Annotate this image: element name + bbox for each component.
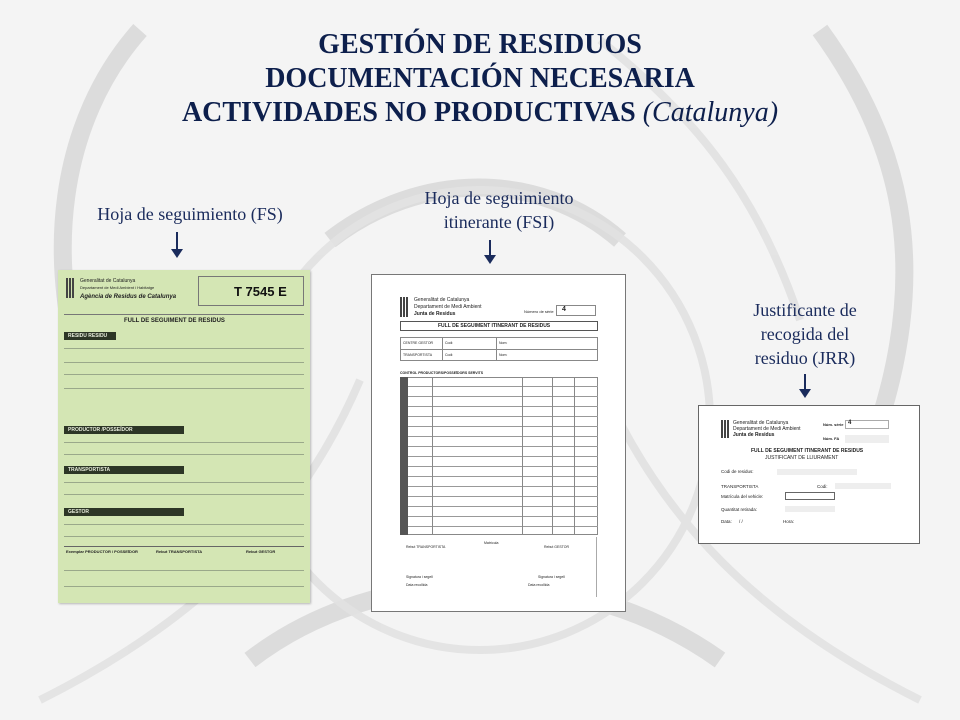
fsi-row2-label: TRANSPORTISTA <box>403 353 433 357</box>
catalonia-logo-icon <box>66 278 75 298</box>
fsi-rule <box>596 537 597 597</box>
title-line-3 <box>0 96 960 130</box>
fsi-data-1: Data recollida <box>406 583 428 587</box>
fs-line <box>64 362 304 363</box>
jrr-org-2: Departament de Medi Ambient <box>733 426 801 432</box>
fsi-number-label: Número de sèrie <box>524 309 554 314</box>
fsi-rule <box>432 377 433 535</box>
fs-line <box>64 374 304 375</box>
fsi-data-2: Data recollida <box>528 583 550 587</box>
jrr-document-image <box>698 405 920 544</box>
title-line-1: GESTIÓN DE RESIDUOS <box>318 29 642 60</box>
fs-section-gestor-label: GESTOR <box>68 509 90 515</box>
fsi-row2-nom: Nom: <box>499 353 508 357</box>
page-title <box>0 28 960 130</box>
jrr-codi-box <box>835 483 891 489</box>
fs-line <box>64 482 304 483</box>
fs-section-residu <box>64 332 116 340</box>
fs-line <box>64 536 304 537</box>
fs-line <box>64 586 304 587</box>
fs-line <box>64 442 304 443</box>
catalonia-logo-icon <box>721 420 730 438</box>
fs-line <box>64 570 304 571</box>
fs-org-1: Generalitat de Catalunya <box>80 278 136 284</box>
fsi-row1-codi: Codi: <box>445 341 454 345</box>
label-fsi-line-2: itinerante (FSI) <box>443 212 555 232</box>
fsi-org-2: Departament de Medi Ambient <box>414 304 482 310</box>
jrr-form-title: FULL DE SEGUIMENT ITINERANT DE RESIDUS <box>751 448 864 454</box>
fsi-row2-codi: Codi: <box>445 353 454 357</box>
fsi-form-title: FULL DE SEGUIMENT ITINERANT DE RESIDUS <box>438 323 551 329</box>
fs-section-gestor <box>64 508 184 516</box>
jrr-quantitat: Quantitat retirada: <box>721 507 758 512</box>
fsi-rule <box>574 377 575 535</box>
fs-section-transportista <box>64 466 184 474</box>
fs-line <box>64 524 304 525</box>
fs-section-productor <box>64 426 184 434</box>
jrr-form-subtitle: JUSTIFICANT DE LLIURAMENT <box>765 455 839 461</box>
jrr-codi-residu-box <box>777 469 857 475</box>
fsi-org-1: Generalitat de Catalunya <box>414 297 470 303</box>
jrr-codi-residu: Codi de residus: <box>721 469 754 474</box>
arrow-jrr <box>804 374 806 390</box>
jrr-fa-label: Núm. FA <box>823 436 840 441</box>
fsi-rebut-gestor: Rebut GESTOR <box>544 545 570 549</box>
jrr-transportista: TRANSPORTISTA <box>721 484 759 489</box>
fs-line <box>64 494 304 495</box>
jrr-hora: Hora: <box>783 519 795 524</box>
fsi-rule <box>552 377 553 535</box>
fsi-signatura-2: Signatura i segell <box>538 575 565 579</box>
fs-rule <box>64 314 304 315</box>
fsi-grid-index-column <box>400 377 408 535</box>
fsi-rule <box>400 349 598 350</box>
fsi-row1-label: CENTRE GESTOR <box>403 341 434 345</box>
title-line-2: DOCUMENTACIÓN NECESARIA <box>265 63 695 94</box>
fsi-row1-nom: Nom: <box>499 341 508 345</box>
fsi-signatura-1: Signatura i segell <box>406 575 433 579</box>
fsi-org-3: Junta de Residus <box>414 311 456 317</box>
fs-org-2: Departament de Medi Ambient i Habitatge <box>80 285 155 290</box>
jrr-data: Data: <box>721 519 732 524</box>
fsi-document-image <box>371 274 626 612</box>
label-jrr-line-1: Justificante de <box>753 300 857 320</box>
label-jrr-line-2: recogida del <box>760 324 850 344</box>
jrr-date-separators: / / <box>739 519 743 524</box>
jrr-serie-label: Núm. sèrie <box>823 422 844 427</box>
label-jrr <box>730 298 880 370</box>
fs-footer-1: Exemplar PRODUCTOR / POSSEÏDOR <box>66 549 138 554</box>
fsi-matricula: Matrícula <box>484 541 499 545</box>
jrr-serie-value: 4 <box>848 420 852 426</box>
fs-footer-3: Rebut GESTOR <box>246 549 276 554</box>
title-line-3-main: ACTIVIDADES NO PRODUCTIVAS <box>181 97 643 128</box>
fs-line <box>64 454 304 455</box>
jrr-org-1: Generalitat de Catalunya <box>733 420 789 426</box>
fsi-rule <box>496 337 497 361</box>
fs-document-image <box>58 270 310 603</box>
fsi-rebut-transportista: Rebut TRANSPORTISTA <box>406 545 446 549</box>
label-fsi-line-1: Hoja de seguimiento <box>424 188 574 208</box>
label-jrr-line-3: residuo (JRR) <box>754 348 856 368</box>
fs-line <box>64 388 304 389</box>
arrow-fsi <box>489 240 491 256</box>
fsi-grid-rows <box>400 377 598 535</box>
fsi-rule <box>442 337 443 361</box>
label-fs: Hoja de seguimiento (FS) <box>97 204 283 224</box>
fs-section-transportista-label: TRANSPORTISTA <box>68 467 111 473</box>
arrow-fs <box>176 232 178 250</box>
fsi-rule <box>522 377 523 535</box>
catalonia-logo-icon <box>400 297 409 317</box>
fs-agency: Agència de Residus de Catalunya <box>80 294 177 300</box>
fs-line <box>64 348 304 349</box>
fs-form-title: FULL DE SEGUIMENT DE RESIDUS <box>124 318 225 324</box>
jrr-org-3: Junta de Residus <box>733 432 775 438</box>
jrr-fa-box <box>845 435 889 443</box>
fsi-control-title: CONTROL PRODUCTORS/POSSEÏDORS SERVITS <box>400 371 484 375</box>
jrr-matricula: Matrícula del vehicle: <box>721 494 764 499</box>
jrr-matricula-box <box>785 492 835 500</box>
fs-section-productor-label: PRODUCTOR /POSSEÏDOR <box>68 427 133 433</box>
title-region: (Catalunya) <box>642 97 779 128</box>
fsi-number: 4 <box>562 306 566 313</box>
fs-number: T 7545 E <box>234 284 287 299</box>
jrr-codi: Codi: <box>817 484 828 489</box>
fs-footer-2: Rebut TRANSPORTISTA <box>156 549 203 554</box>
fs-section-residu-label: RESIDU RESIDU <box>68 333 108 339</box>
jrr-serie-box <box>845 420 889 429</box>
jrr-quantitat-box <box>785 506 835 512</box>
label-fsi <box>380 186 618 234</box>
fs-rule <box>64 546 304 547</box>
